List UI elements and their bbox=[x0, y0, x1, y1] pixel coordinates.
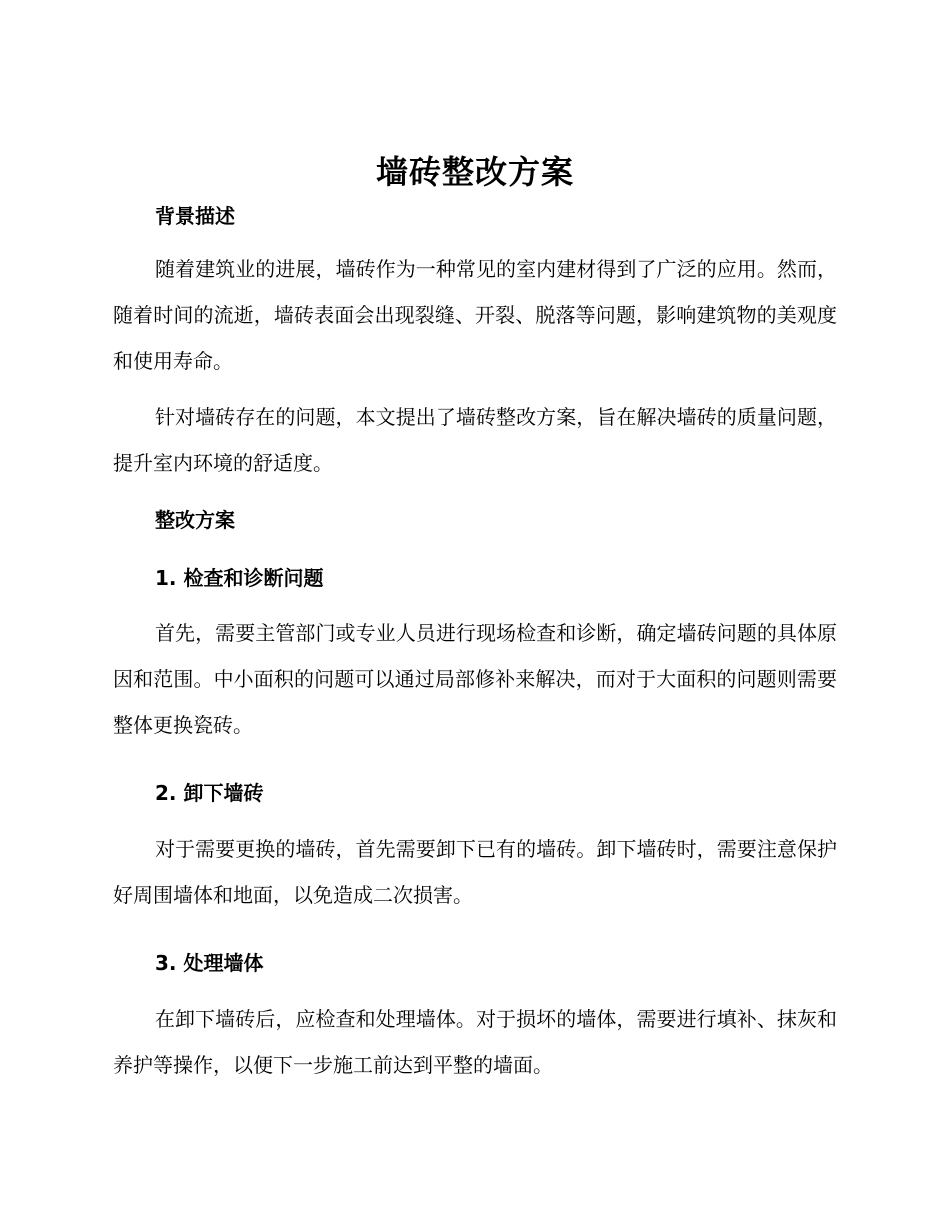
section-heading-background: 背景描述 bbox=[155, 204, 235, 228]
step-heading-remove-tiles: 2. 卸下墙砖 bbox=[155, 781, 264, 805]
document-page bbox=[113, 146, 837, 1088]
section-heading-plan: 整改方案 bbox=[155, 508, 235, 532]
step-paragraph-remove-tiles: 对于需要更换的墙砖，首先需要卸下已有的墙砖。卸下墙砖时，需要注意保护好周围墙体和地面，以免造成二次损害。 bbox=[113, 837, 837, 907]
background-paragraph: 针对墙砖存在的问题，本文提出了墙砖整改方案，旨在解决墙砖的质量问题，提升室内环境的舒适度。 bbox=[113, 405, 837, 475]
step-paragraph-treat-wall: 在卸下墙砖后，应检查和处理墙体。对于损坏的墙体，需要进行填补、抹灰和养护等操作，以便下一步施工前达到平整的墙面。 bbox=[113, 1007, 837, 1077]
document-title: 墙砖整改方案 bbox=[375, 153, 574, 191]
step-heading-treat-wall: 3. 处理墙体 bbox=[155, 951, 264, 975]
background-paragraph: 随着建筑业的进展，墙砖作为一种常见的室内建材得到了广泛的应用。然而，随着时间的流逝，墙砖表面会出现裂缝、开裂、脱落等问题，影响建筑物的美观度和使用寿命。 bbox=[113, 257, 837, 373]
step-paragraph-inspect: 首先，需要主管部门或专业人员进行现场检查和诊断，确定墙砖问题的具体原因和范围。中小面积的问题可以通过局部修补来解决，而对于大面积的问题则需要整体更换瓷砖。 bbox=[113, 621, 837, 737]
step-heading-inspect: 1. 检查和诊断问题 bbox=[155, 566, 324, 590]
